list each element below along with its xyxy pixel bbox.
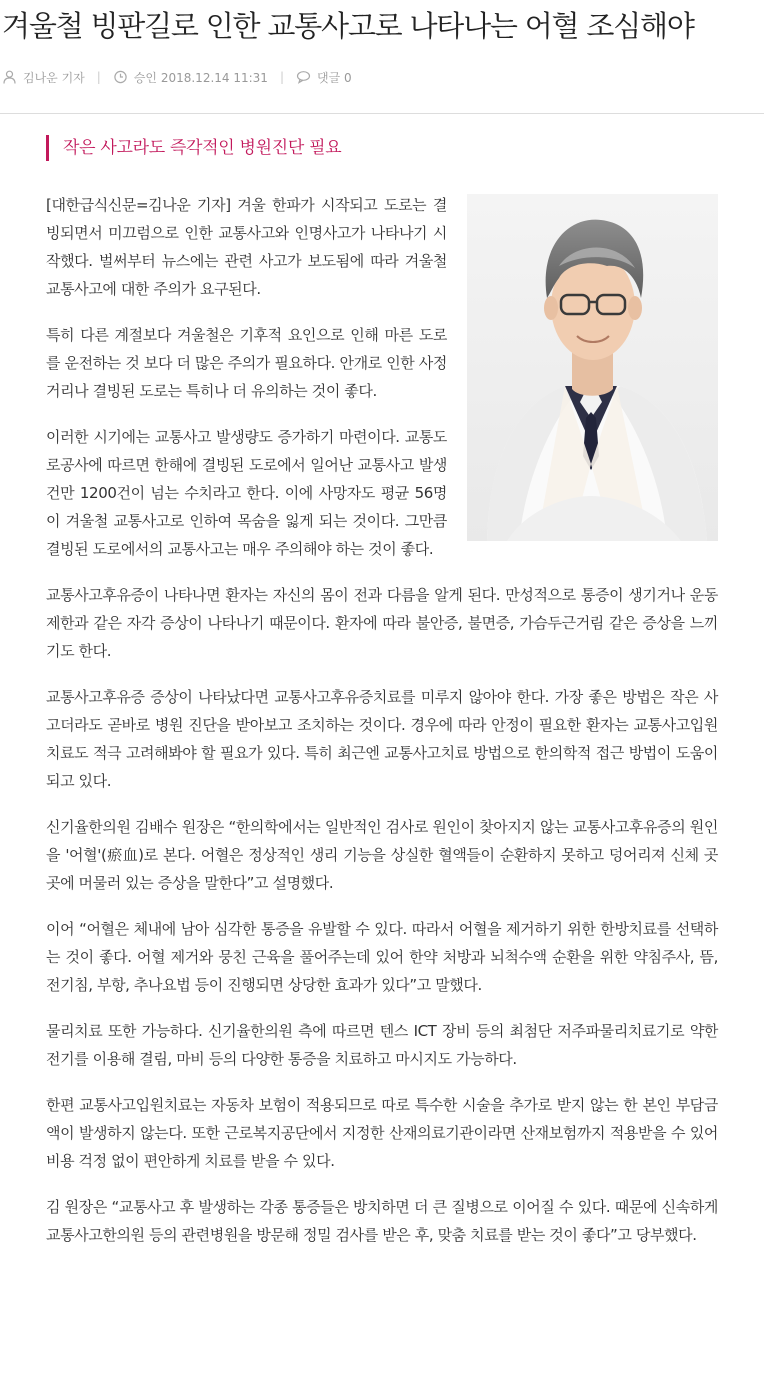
article-paragraph: 신기율한의원 김배수 원장은 “한의학에서는 일반적인 검사로 원인이 찾아지지 않는 교통사고후유증의 원인을 '어혈'(瘀血)로 본다. 어혈은 정상적인 생리 기능을 상실한 혈액들이 순환하지 못하고 덩어리져 신체 곳곳에 머물러 있는 증상을 말한다”고 설명했다. xyxy=(46,818,718,892)
header-divider xyxy=(0,113,764,114)
article-paragraph: 교통사고후유증 증상이 나타났다면 교통사고후유증치료를 미루지 않아야 한다. 가장 좋은 방법은 작은 사고더라도 곧바로 병원 진단을 받아보고 조치하는 것이다. 경우에 따라 안정이 필요한 환자는 교통사고입원치료도 적극 고려해봐야 할 필요가 있다. 특히 최근엔 교통사고치료 방법으로 한의학적 접근 방법이 도움이 되고 있다. xyxy=(46,688,718,790)
info-divider: | xyxy=(96,70,101,84)
article-paragraph: 이러한 시기에는 교통사고 발생량도 증가하기 마련이다. 교통도로공사에 따르면 한해에 결빙된 도로에서 일어난 교통사고 발생건만 1200건이 넘는 수치라고 한다. 이에 사망자도 평균 56명이 겨울철 교통사고로 인하여 목숨을 잃게 되는 것이다. 그만큼 결빙된 도로에서의 교통사고는 매우 주의해야 하는 것이 좋다. xyxy=(46,428,447,558)
article-body xyxy=(0,161,764,1249)
author-info[interactable] xyxy=(2,69,85,86)
comment-count: 댓글 0 xyxy=(316,70,352,85)
author-name: 김나운 기자 xyxy=(23,70,85,85)
comments-link[interactable] xyxy=(296,69,352,86)
article-paragraph: 물리치료 또한 가능하다. 신기율한의원 측에 따르면 텐스 ICT 장비 등의 최첨단 저주파물리치료기로 약한 전기를 이용해 결림, 마비 등의 다양한 통증을 치료하고 마시지도 가능하다. xyxy=(46,1022,718,1068)
article-paragraph: 교통사고후유증이 나타나면 환자는 자신의 몸이 전과 다름을 알게 된다. 만성적으로 통증이 생기거나 운동제한과 같은 자각 증상이 나타나기 때문이다. 환자에 따라 불안증, 불면증, 가슴두근거림 같은 증상을 느끼기도 한다. xyxy=(46,586,718,660)
speech-bubble-icon xyxy=(296,70,311,84)
approved-datetime: 승인 2018.12.14 11:31 xyxy=(133,70,268,85)
clock-icon xyxy=(113,70,128,84)
article-paragraph: 특히 다른 계절보다 겨울철은 기후적 요인으로 인해 마른 도로를 운전하는 것 보다 더 많은 주의가 필요하다. 안개로 인한 사정거리나 결빙된 도로는 특히나 더 유의하는 것이 좋다. xyxy=(46,326,447,400)
article-info-bar xyxy=(0,63,764,91)
article-subtitle: 작은 사고라도 즉각적인 병원진단 필요 xyxy=(46,135,764,161)
article-paragraph: 이어 “어혈은 체내에 남아 심각한 통증을 유발할 수 있다. 따라서 어혈을 제거하기 위한 한방치료를 선택하는 것이 좋다. 어혈 제거와 뭉친 근육을 풀어주는데 있어 한약 처방과 뇌척수액 순환을 위한 약침주사, 뜸, 전기침, 부항, 추나요법 등이 진행되면 상당한 효과가 있다”고 말했다. xyxy=(46,920,718,994)
doctor-portrait-photo xyxy=(467,194,718,541)
info-divider: | xyxy=(279,70,284,84)
person-icon xyxy=(2,70,17,84)
article-paragraph: 한편 교통사고입원치료는 자동차 보험이 적용되므로 따로 특수한 시술을 추가로 받지 않는 한 본인 부담금액이 발생하지 않는다. 또한 근로복지공단에서 지정한 산재의료기관이라면 산재보험까지 적용받을 수 있어 비용 걱정 없이 편안하게 치료를 받을 수 있다. xyxy=(46,1096,718,1170)
approved-info xyxy=(113,69,268,86)
article-paragraph: 김 원장은 “교통사고 후 발생하는 각종 통증들은 방치하면 더 큰 질병으로 이어질 수 있다. 때문에 신속하게 교통사고한의원 등의 관련병원을 방문해 정밀 검사를 받은 후, 맞춤 치료를 받는 것이 좋다”고 당부했다. xyxy=(46,1198,718,1244)
article-headline: 겨울철 빙판길로 인한 교통사고로 나타나는 어혈 조심해야 xyxy=(2,9,694,43)
article-paragraph: [대한급식신문=김나운 기자] 겨울 한파가 시작되고 도로는 결빙되면서 미끄럼으로 인한 교통사고와 인명사고가 나타나기 시작했다. 벌써부터 뉴스에는 관련 사고가 보도됨에 따라 겨울철 교통사고에 대한 주의가 요구된다. xyxy=(46,196,447,298)
